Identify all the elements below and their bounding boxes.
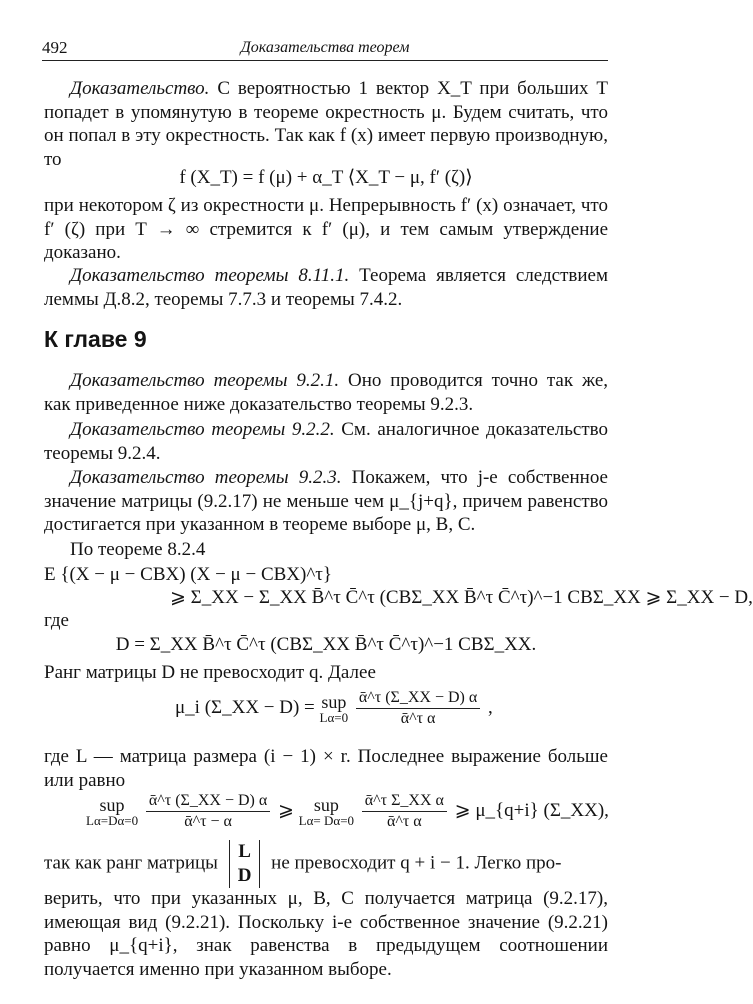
- equation-mu-i: μ_i (Σ_XX − D) = sup Lα=0 $\frac{\text{ᾱ\textasciicircum{}τ (Σ\_XX − D) α}}{\text{ᾱ\textasciicircum{}τ α}}$ ,: [175, 689, 493, 727]
- equation-expectation-line-1: E {(X − μ − CBX) (X − μ − CBX)^τ}: [44, 564, 333, 585]
- rank-text: Ранг матрицы D не превосходит q. Далее: [44, 662, 376, 683]
- proof-text: Оно проводится точно так же, как приведенное ниже доказательство теоремы 9.2.3.: [44, 370, 609, 415]
- proof-text: С вероятностью 1 вектор X_T при больших T попадет в упомянутую в теореме окрестность μ. Будем считать, что он попал в эту окрестность. Так как f (x) имеет первую производную, то: [44, 78, 609, 170]
- proof-text: Теорема является следствием леммы Д.8.2, теоремы 7.7.3 и теоремы 7.4.2.: [44, 265, 608, 310]
- proof-lead: Доказательство теоремы 9.2.2.: [70, 419, 335, 440]
- proof-lead: Доказательство.: [70, 78, 210, 99]
- fraction-1: $\frac{\text{ᾱ\textasciicircum{}τ (Σ\_XX − D) α}}{\text{ᾱ\textasciicircum{}τ − α}}$: [146, 791, 270, 832]
- equation-expectation-line-2: ⩾ Σ_XX − Σ_XX B̄^τ C̄^τ (CBΣ_XX B̄^τ C̄^τ)^−1 CBΣ_XX ⩾ Σ_XX − D,: [170, 587, 753, 608]
- equation-inequality: sup Lα=Dα=0 $\frac{\text{ᾱ\textasciicircum{}τ (Σ\_XX − D) α}}{\text{ᾱ\textasciicircum{}τ − α}}$ ⩾ sup Lα= Dα=0 $\frac{\text{ᾱ\textasciicircum{}τ Σ\_XX α}}{\text{ᾱ\textasciicircum{}τ α}}$ ⩾ μ_{q+i} (Σ_XX),: [86, 792, 609, 830]
- proof-9-2-1: [44, 369, 608, 416]
- running-header: [42, 36, 608, 61]
- running-title: Доказательства теорем: [240, 39, 410, 56]
- proof-text: Покажем, что j-е собственное значение матрицы (9.2.17) не меньше чем μ_{j+q}, причем равенство достигается при указанном в теореме выборе μ, B, C.: [44, 467, 608, 535]
- proof-lead: Доказательство теоремы 8.11.1.: [70, 265, 350, 286]
- chapter-heading: К главе 9: [44, 326, 147, 352]
- by-theorem: По теореме 8.2.4: [70, 539, 206, 560]
- proof-8-11-1: [44, 264, 608, 311]
- word-where: где: [44, 610, 69, 631]
- proof-text: См. аналогичное доказательство теоремы 9.2.4.: [44, 419, 608, 464]
- proof-paragraph-1: [44, 77, 608, 171]
- rank-line: так как ранг матрицы L D не превосходит q + i − 1. Легко про-: [44, 841, 562, 886]
- rayleigh-fraction: $\frac{\text{ᾱ\textasciicircum{}τ (Σ\_XX − D) α}}{\text{ᾱ\textasciicircum{}τ α}}$: [356, 688, 480, 729]
- fraction-2: $\frac{\text{ᾱ\textasciicircum{}τ Σ\_XX α}}{\text{ᾱ\textasciicircum{}τ α}}$: [362, 791, 447, 832]
- mu-lhs: μ_i (Σ_XX − D) =: [175, 696, 315, 718]
- sup-operator-1: sup Lα=Dα=0: [86, 794, 139, 828]
- final-paragraph: верить, что при указанных μ, B, C получается матрица (9.2.17), имеющая вид (9.2.21). Поскольку i-е собственное значение (9.2.21) равно μ_{q+i}, знак равенства в предыдущем соотношении получается именно при указанном выборе.: [44, 888, 608, 980]
- where-L-text: где L — матрица размера (i − 1) × r. Последнее выражение больше или равно: [44, 746, 608, 791]
- page-number: 492: [42, 38, 68, 57]
- proof-9-2-3: [44, 466, 608, 537]
- proof-lead: Доказательство теоремы 9.2.1.: [70, 370, 340, 391]
- sup-operator-2: sup Lα= Dα=0: [298, 794, 355, 828]
- proof-9-2-2: [44, 418, 608, 465]
- proof-paragraph-2: при некотором ζ из окрестности μ. Непрерывность f′ (x) означает, что f′ (ζ) при T → ∞ стремится к f′ (μ), и тем самым утверждение доказано.: [44, 195, 608, 263]
- sup-operator: sup Lα=0: [319, 691, 349, 725]
- proof-lead: Доказательство теоремы 9.2.3.: [70, 467, 342, 488]
- equation-f-xt: f (X_T) = f (μ) + α_T ⟨X_T − μ, f′ (ζ)⟩: [179, 167, 473, 188]
- equation-D: D = Σ_XX B̄^τ C̄^τ (CBΣ_XX B̄^τ C̄^τ)^−1 CBΣ_XX.: [115, 634, 537, 655]
- block-matrix-LD: L D: [229, 840, 261, 888]
